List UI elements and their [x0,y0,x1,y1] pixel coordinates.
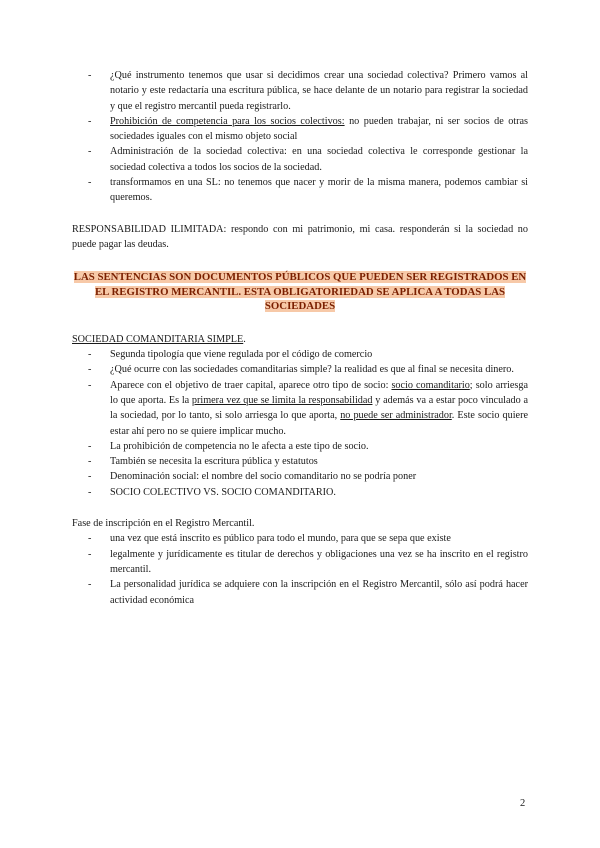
responsabilidad-paragraph: RESPONSABILIDAD ILIMITADA: respondo con mi patrimonio, mi casa. responderán si la sociedad no puede pagar las deudas. [72,223,528,250]
item-text: ¿Qué instrumento tenemos que usar si decidimos crear una sociedad colectiva? Primero vamos al notario y este redactaría una escritura pública, se hace delante de un notario para registrar la sociedad y que el registro mercantil pueda registrarlo. [110,70,528,112]
dash-bullet: - [88,349,92,361]
inscripcion-intro: Fase de inscripción en el Registro Mercantil. [72,518,255,530]
dash-bullet: - [88,379,92,391]
list-item [72,485,528,500]
dash-bullet: - [88,364,92,376]
item-text: ; solo arriesga lo que aporta. Es la [110,379,528,406]
list-item [72,454,528,469]
dash-bullet: - [88,471,92,483]
highlighted-notice-text: LAS SENTENCIAS SON DOCUMENTOS PÚBLICOS QUE PUEDEN SER REGISTRADOS EN EL REGISTRO MERCANTIL. ESTA OBLIGATORIEDAD SE APLICA A TODAS LAS SOCIEDADES [73,271,527,313]
list-item [72,347,528,362]
list-item [72,547,528,578]
item-text: También se necesita la escritura pública y estatutos [110,456,318,468]
dash-bullet: - [88,579,92,591]
item-text: y además va a estar poco vinculado a la sociedad, por lo tanto, si solo arriesga lo que aporta, [110,394,528,422]
dash-bullet: - [88,70,92,81]
item-text: La prohibición de competencia no le afecta a este tipo de socio. [110,440,369,452]
item-text: Segunda tipología que viene regulada por el código de comercio [110,349,373,361]
list-item [72,114,528,145]
underlined-text: socio comanditario [391,379,470,391]
item-text: legalmente y jurídicamente es titular de derechos y obligaciones una vez se ha inscrito en el registro mercantil. [110,548,528,575]
list-item [72,439,528,454]
dash-bullet: - [88,486,92,498]
sociedad-comanditaria-list [72,347,528,500]
dash-bullet: - [88,146,92,158]
item-text: Aparece con el objetivo de traer capital, aparece otro tipo de socio: [110,379,392,391]
underlined-text: Prohibición de competencia para los socios colectivos: [110,115,345,127]
list-item [72,362,528,377]
list-item [72,531,528,546]
item-text: no pueden trabajar, ni ser socios de otras sociedades iguales con el mismo objeto social [110,115,529,143]
item-text: SOCIO COLECTIVO VS. SOCIO COMANDITARIO. [110,486,336,498]
list-item [72,469,528,484]
list-item [72,378,528,439]
list-item [72,577,528,608]
underlined-text: no puede ser administrador [340,410,452,422]
sociedad-colectiva-list [72,68,528,206]
item-text: transformamos en una SL: no tenemos que nacer y morir de la misma manera, podemos cambiar si queremos. [110,177,528,204]
item-text: Denominación social: el nombre del socio comanditario no se podría poner [110,471,417,483]
item-text: una vez que está inscrito es público para todo el mundo, para que se sepa que existe [110,533,451,545]
underlined-text: primera vez que se limita la responsabilidad [191,394,373,406]
dash-bullet: - [88,115,92,127]
page-content [72,68,528,608]
section-heading [72,332,528,347]
item-text: ¿Qué ocurre con las sociedades comanditarias simple? la realidad es que al final se necesita dinero. [110,364,514,376]
section-title: SOCIEDAD COMANDITARIA SIMPLE [72,333,244,345]
dash-bullet: - [88,548,92,560]
inscripcion-list [72,531,528,607]
dash-bullet: - [88,177,92,189]
section-title-suffix: . [243,333,246,345]
item-text: . Este socio quiere estar ahí pero no se quiere implicar mucho. [110,410,528,437]
highlighted-notice [72,270,528,314]
item-text: Administración de la sociedad colectiva: en una sociedad colectiva le corresponde gestionar la sociedad colectiva a todos los socios de la sociedad. [110,146,528,173]
dash-bullet: - [88,440,92,452]
dash-bullet: - [88,533,92,545]
page-number: 2 [520,798,526,809]
list-item [72,175,528,206]
dash-bullet: - [88,456,92,468]
list-item [72,68,528,114]
list-item [72,144,528,175]
item-text: La personalidad jurídica se adquiere con la inscripción en el Registro Mercantil, sólo así podrá hacer actividad económica [110,579,528,606]
